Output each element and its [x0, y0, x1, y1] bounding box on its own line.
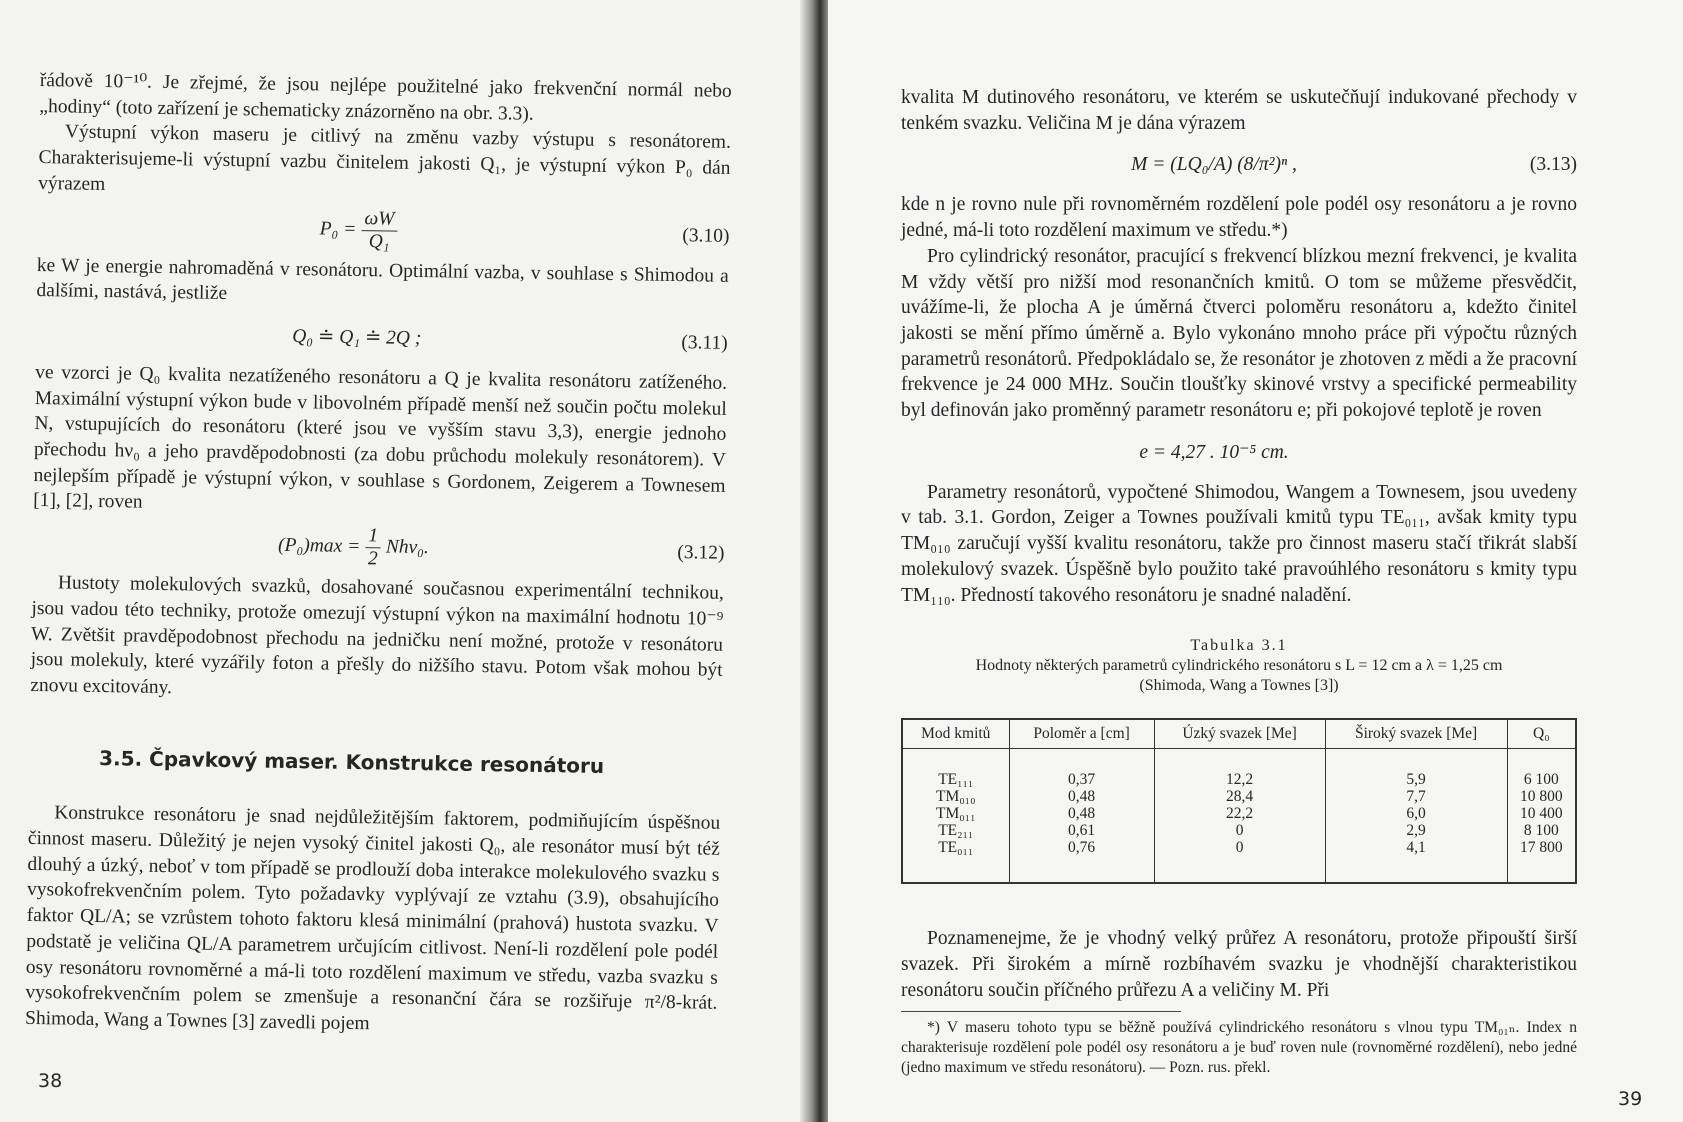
table-label: Tabulka 3.1 — [1190, 637, 1288, 655]
table-cell: 7,7 — [1325, 788, 1507, 805]
equation-3-13 — [901, 142, 1577, 186]
table-cell: 0,48 — [1009, 805, 1154, 822]
table-cell: 0,76 — [1009, 839, 1154, 883]
table-header: Q₀ — [1507, 719, 1576, 749]
table-header: Široký svazek [Me] — [1325, 719, 1507, 749]
left-paragraph-1: řádově 10⁻¹⁰. Je zřejmé, že jsou nejlépe použitelné jako frekvenční normál nebo „hodiny“ (toto zařízení je schematicky znázorněno na obr. 3.3). — [39, 69, 732, 125]
right-paragraph-3: Pro cylindrický resonátor, pracující s frekvencí blízkou mezní frekvenci, je kvalita M vždy větší pro nižší mod resonančních kmitů. O tom se můžeme přesvědčit, uvážíme-li, že plocha A je úměrná čtverci poloměru resonátoru a, kdežto činitel jakosti se mění přímo úměrně a. Bylo vykonáno mnoho práce při výpočtu různých parametrů resonátorů. Předpokládalo se, že resonátor je zhotoven z mědi a že pracovní frekvence je 24 000 MHz. Součin tloušťky skinové vrstvy a specifické permeability byl definován jako proměnný parametr resonátoru e; při pokojové teplotě je roven — [901, 245, 1577, 422]
table-row — [902, 788, 1576, 805]
left-paragraph-2: Výstupní výkon maseru je citlivý na změnu vazby výstupu s resonátorem. Charakterisujeme-li výstupní vazbu činitelem jakosti Q₁, je výstupní výkon P₀ dán výrazem — [38, 121, 732, 195]
resonator-parameters-table — [901, 718, 1577, 884]
table-cell: TE₁₁₁ — [902, 749, 1009, 789]
footnote: *) V maseru tohoto typu se běžně používá cylindrického resonátoru s vlnou typu TM₀₁ₙ. Index n charakterisuje rozdělení pole podél osy resonátoru a je buď roven nule (rovnoměrné rozdělení), nebo jedné (jedno maximum ve středu resonátoru). — Pozn. rus. překl. — [901, 1019, 1577, 1077]
section-heading: 3.5. Čpavkový maser. Konstrukce resonátoru — [98, 745, 605, 778]
page-number-left: 38 — [38, 1070, 63, 1092]
table-cell: 10 400 — [1507, 805, 1576, 822]
table-cell: 0,48 — [1009, 788, 1154, 805]
table-cell: TM₀₁₁ — [902, 805, 1009, 822]
table-row — [902, 822, 1576, 839]
table-cell: 0 — [1154, 822, 1325, 839]
eq-3-11-number: (3.11) — [681, 332, 728, 354]
eq-3-10-fraction — [361, 208, 398, 254]
table-cell: 22,2 — [1154, 805, 1325, 822]
eq-3-10-number: (3.10) — [682, 224, 730, 247]
table-header: Mod kmitů — [902, 719, 1009, 749]
right-paragraph-4: Parametry resonátorů, vypočtené Shimodou, Wangem a Townesem, jsou uvedeny v tab. 3.1. Gordon, Zeiger a Townes používali kmitů typu TE₀₁₁, avšak kmity typu TM₀₁₀ zaručují vyšší kvalitu resonátoru, takže pro činnost maseru stačí třikrát slabší molekulový svazek. Úspěšně bylo použito také pravoúhlého resonátoru s kmity typu TM₁₁₀. Předností takového resonátoru je snadné naladění. — [901, 481, 1577, 606]
equation-3-11 — [36, 310, 729, 365]
left-text-column — [25, 68, 732, 1042]
eq-3-11-body: Q₀ ≐ Q₁ ≐ 2Q ; — [292, 325, 422, 349]
left-page — [0, 0, 820, 1122]
equation-3-12 — [32, 520, 725, 575]
eq-3-12-numerator: 1 — [365, 525, 381, 548]
equation-e — [901, 430, 1577, 474]
eq-3-12-left: (P₀)max = — [277, 534, 361, 558]
table-caption-line-1: Hodnoty některých parametrů cylindrického resonátoru s L = 12 cm a λ = 1,25 cm — [975, 657, 1503, 675]
right-page — [828, 0, 1683, 1122]
table-row — [902, 805, 1576, 822]
table-header-row — [902, 719, 1576, 749]
table-cell: TE₀₁₁ — [902, 839, 1009, 883]
right-text-column — [901, 85, 1577, 1078]
table-cell: 6 100 — [1507, 749, 1576, 789]
right-paragraph-5: Poznamenejme, že je vhodný velký průřez A resonátoru, protože připouští širší svazek. Při širokém a mírně rozbíhavém svazku je vhodnější charakteristikou resonátoru součin příčného průřezu A a veličiny M. Při — [901, 928, 1577, 1001]
eq-3-12-number: (3.12) — [677, 542, 725, 564]
eq-3-13-number: (3.13) — [1529, 154, 1577, 176]
eq-e-body: e = 4,27 . 10⁻⁵ cm. — [1139, 441, 1289, 463]
table-cell: 0,61 — [1009, 822, 1154, 839]
table-cell: 0 — [1154, 839, 1325, 883]
eq-3-10-numerator: ωW — [361, 208, 397, 232]
eq-3-12-right: Nhν₀. — [385, 536, 430, 559]
table-cell: TE₂₁₁ — [902, 822, 1009, 839]
table-row — [902, 749, 1576, 789]
footnote-rule — [901, 1011, 1181, 1012]
table-row — [902, 839, 1576, 883]
left-paragraph-4: ve vzorci je Q₀ kvalita nezatíženého resonátoru a Q je kvalita resonátoru zatíženého. Maximální výstupní výkon bude v libovolném případě menší než součin počtu molekul N, vstupujících do resonátoru (které jsou ve vyšším stavu 3,3), energie jednoho přechodu hν₀ a jeho pravděpodobnosti (za dobu průchodu molekuly resonátorem). V nejlepším případě je výstupní výkon, v souhlase s Gordonem, Zeigerem a Townesem [1], [2], roven — [33, 361, 728, 514]
table-header: Úzký svazek [Me] — [1154, 719, 1325, 749]
table-cell: 6,0 — [1325, 805, 1507, 822]
left-paragraph-3: ke W je energie nahromaděná v resonátoru. Optimální vazba, v souhlase s Shimodou a dalšími, nastává, jestliže — [36, 254, 729, 305]
page-number-right: 39 — [1618, 1088, 1643, 1110]
table-cell: TM₀₁₀ — [902, 788, 1009, 805]
table-cell: 12,2 — [1154, 749, 1325, 789]
right-paragraph-2: kde n je rovno nule při rovnoměrném rozdělení pole podél osy resonátoru a je rovno jedné, má-li toto rozdělení maximum ve středu.*) — [901, 194, 1577, 242]
table-cell: 28,4 — [1154, 788, 1325, 805]
table-cell: 0,37 — [1009, 749, 1154, 789]
table-header: Poloměr a [cm] — [1009, 719, 1154, 749]
table-cell: 5,9 — [1325, 749, 1507, 789]
table-cell: 10 800 — [1507, 788, 1576, 805]
table-cell: 2,9 — [1325, 822, 1507, 839]
table-cell: 17 800 — [1507, 839, 1576, 883]
equation-3-10 — [37, 202, 730, 257]
table-cell: 8 100 — [1507, 822, 1576, 839]
table-caption-line-2: (Shimoda, Wang a Townes [3]) — [1139, 677, 1339, 695]
table-cell: 4,1 — [1325, 839, 1507, 883]
left-paragraph-6: Konstrukce resonátoru je snad nejdůležitějším faktorem, podmiňujícím úspěšnou činnost maseru. Důležitý je nejen vysoký činitel jakosti Q₀, ale resonátor musí být též dlouhý a úzký, neboť v tom případě se prodlouží doba interakce molekulového svazku s vysokofrekvenčním polem. Tyto požadavky vyplývají ze vztahu (3.9), obsahujícího faktor QL/A; se vzrůstem tohoto faktoru klesá minimální (prahová) hustota svazku. V podstatě je veličina QL/A parametrem určujícím citlivost. Není-li rozdělení pole podél osy resonátoru rovnoměrné a má-li toto rozdělení maximum ve středu, vazba svazku s vysokofrekvenčním polem se zmenšuje a resonanční čára se rozšiřuje π²/8-krát. Shimoda, Wang a Townes [3] zavedli pojem — [24, 802, 721, 1035]
left-paragraph-5: Hustoty molekulových svazků, dosahované současnou experimentální technikou, jsou vadou této techniky, protože omezují výstupní výkon na maximální hodnotu 10⁻⁹ W. Zvětšit pravděpodobnost přechodu na jedničku není možné, protože v resonátoru jsou molekuly, které vyzářily foton a přešly do nižšího stavu. Potom však mohou být znovu excitovány. — [30, 572, 724, 699]
right-paragraph-1: kvalita M dutinového resonátoru, ve kterém se uskutečňují indukované přechody v tenkém svazku. Veličina M je dána výrazem — [901, 87, 1577, 134]
eq-3-10-left: P₀ = — [319, 217, 357, 240]
eq-3-13-body: M = (LQ₀/A) (8/π²)ⁿ , — [1131, 154, 1297, 176]
eq-3-10-denominator: Q₁ — [368, 230, 390, 253]
eq-3-12-fraction — [365, 525, 381, 570]
eq-3-12-denominator: 2 — [367, 548, 378, 570]
